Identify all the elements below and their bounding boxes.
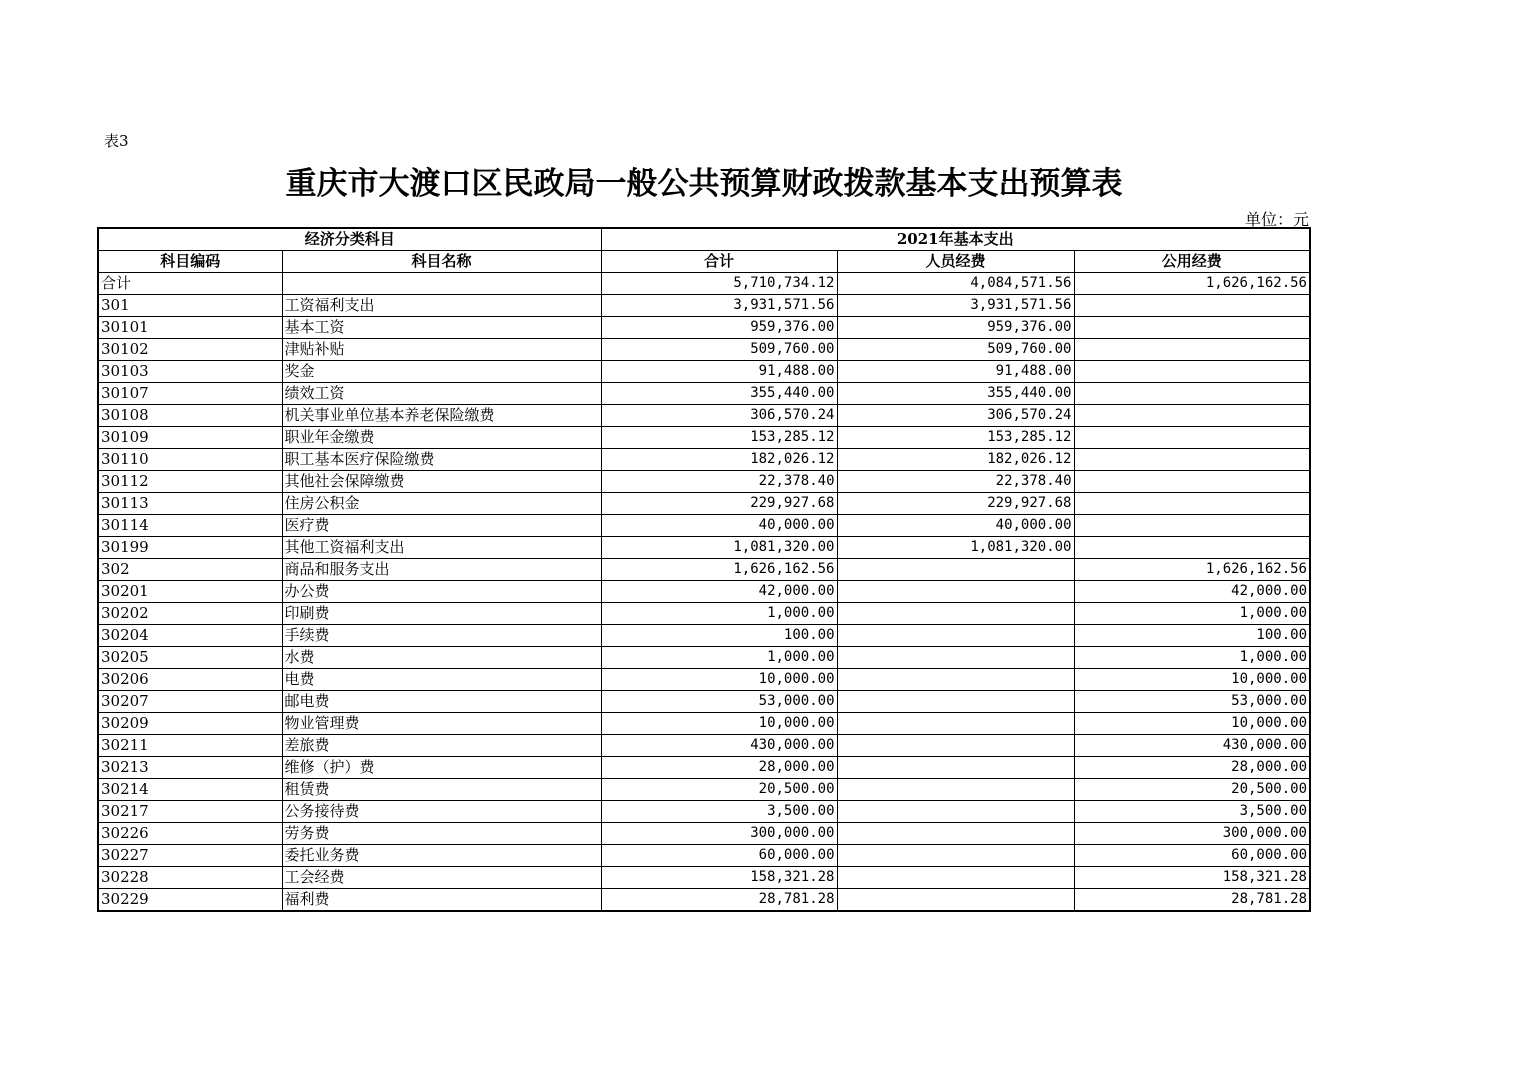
cell-public-expense <box>1074 471 1310 493</box>
cell-public-expense: 100.00 <box>1074 625 1310 647</box>
cell-total: 300,000.00 <box>601 823 837 845</box>
cell-total: 153,285.12 <box>601 427 837 449</box>
cell-subject-code: 30211 <box>98 735 282 757</box>
table-row <box>98 581 1310 603</box>
cell-total: 1,081,320.00 <box>601 537 837 559</box>
cell-public-expense <box>1074 515 1310 537</box>
cell-total: 355,440.00 <box>601 383 837 405</box>
cell-personnel-expense <box>837 691 1074 713</box>
cell-public-expense: 158,321.28 <box>1074 867 1310 889</box>
cell-public-expense: 1,626,162.56 <box>1074 559 1310 581</box>
cell-subject-name: 福利费 <box>282 889 601 912</box>
cell-total: 3,500.00 <box>601 801 837 823</box>
cell-personnel-expense <box>837 581 1074 603</box>
cell-personnel-expense <box>837 669 1074 691</box>
cell-subject-code: 30110 <box>98 449 282 471</box>
header-basic-expenditure-2021: 2021年基本支出 <box>601 228 1310 251</box>
header-public-expense: 公用经费 <box>1074 251 1310 273</box>
cell-total: 430,000.00 <box>601 735 837 757</box>
cell-public-expense <box>1074 493 1310 515</box>
cell-personnel-expense: 153,285.12 <box>837 427 1074 449</box>
cell-subject-name: 基本工资 <box>282 317 601 339</box>
cell-total: 53,000.00 <box>601 691 837 713</box>
cell-subject-code: 30206 <box>98 669 282 691</box>
cell-subject-name: 医疗费 <box>282 515 601 537</box>
table-row <box>98 537 1310 559</box>
cell-subject-name: 电费 <box>282 669 601 691</box>
cell-subject-code: 30204 <box>98 625 282 647</box>
cell-subject-name: 职工基本医疗保险缴费 <box>282 449 601 471</box>
cell-personnel-expense: 22,378.40 <box>837 471 1074 493</box>
cell-subject-code: 30101 <box>98 317 282 339</box>
cell-subject-name: 职业年金缴费 <box>282 427 601 449</box>
table-row <box>98 515 1310 537</box>
cell-subject-name: 公务接待费 <box>282 801 601 823</box>
cell-subject-code: 30108 <box>98 405 282 427</box>
cell-total: 20,500.00 <box>601 779 837 801</box>
cell-public-expense <box>1074 427 1310 449</box>
cell-personnel-expense <box>837 713 1074 735</box>
cell-subject-code: 30109 <box>98 427 282 449</box>
cell-subject-code: 30113 <box>98 493 282 515</box>
cell-total: 42,000.00 <box>601 581 837 603</box>
cell-subject-name: 邮电费 <box>282 691 601 713</box>
cell-total: 91,488.00 <box>601 361 837 383</box>
cell-public-expense: 28,781.28 <box>1074 889 1310 912</box>
cell-personnel-expense <box>837 823 1074 845</box>
table-row <box>98 757 1310 779</box>
table-row <box>98 845 1310 867</box>
table-row <box>98 339 1310 361</box>
cell-total: 5,710,734.12 <box>601 273 837 295</box>
cell-subject-code: 30199 <box>98 537 282 559</box>
cell-personnel-expense <box>837 779 1074 801</box>
cell-subject-code: 30229 <box>98 889 282 912</box>
cell-subject-code: 30213 <box>98 757 282 779</box>
cell-subject-name: 机关事业单位基本养老保险缴费 <box>282 405 601 427</box>
table-row <box>98 735 1310 757</box>
cell-total: 10,000.00 <box>601 713 837 735</box>
cell-public-expense: 53,000.00 <box>1074 691 1310 713</box>
cell-subject-name: 印刷费 <box>282 603 601 625</box>
table-row <box>98 823 1310 845</box>
cell-personnel-expense: 509,760.00 <box>837 339 1074 361</box>
header-total: 合计 <box>601 251 837 273</box>
cell-subject-code: 30228 <box>98 867 282 889</box>
cell-total: 509,760.00 <box>601 339 837 361</box>
table-row <box>98 449 1310 471</box>
cell-personnel-expense <box>837 889 1074 912</box>
cell-public-expense: 3,500.00 <box>1074 801 1310 823</box>
table-number: 表3 <box>104 132 129 150</box>
cell-subject-code: 30214 <box>98 779 282 801</box>
cell-total: 3,931,571.56 <box>601 295 837 317</box>
cell-subject-code: 30112 <box>98 471 282 493</box>
cell-total: 1,000.00 <box>601 647 837 669</box>
table-row <box>98 317 1310 339</box>
cell-subject-code: 30209 <box>98 713 282 735</box>
cell-public-expense <box>1074 317 1310 339</box>
cell-subject-code: 30226 <box>98 823 282 845</box>
cell-personnel-expense <box>837 603 1074 625</box>
header-subject-name: 科目名称 <box>282 251 601 273</box>
cell-public-expense: 10,000.00 <box>1074 669 1310 691</box>
cell-personnel-expense: 4,084,571.56 <box>837 273 1074 295</box>
cell-subject-name: 维修（护）费 <box>282 757 601 779</box>
table-row <box>98 669 1310 691</box>
table-row <box>98 295 1310 317</box>
cell-subject-name: 手续费 <box>282 625 601 647</box>
cell-public-expense <box>1074 383 1310 405</box>
cell-total: 40,000.00 <box>601 515 837 537</box>
cell-public-expense: 20,500.00 <box>1074 779 1310 801</box>
table-row <box>98 273 1310 295</box>
cell-subject-name: 奖金 <box>282 361 601 383</box>
unit-label: 单位：元 <box>1244 210 1309 229</box>
cell-public-expense <box>1074 405 1310 427</box>
cell-subject-code: 30201 <box>98 581 282 603</box>
cell-subject-code: 30227 <box>98 845 282 867</box>
cell-subject-code: 30207 <box>98 691 282 713</box>
cell-public-expense: 28,000.00 <box>1074 757 1310 779</box>
table-row <box>98 559 1310 581</box>
cell-total: 28,000.00 <box>601 757 837 779</box>
cell-subject-name: 委托业务费 <box>282 845 601 867</box>
cell-personnel-expense <box>837 801 1074 823</box>
cell-subject-code: 30202 <box>98 603 282 625</box>
cell-subject-code: 30103 <box>98 361 282 383</box>
table-row <box>98 889 1310 912</box>
cell-personnel-expense: 91,488.00 <box>837 361 1074 383</box>
cell-subject-name: 水费 <box>282 647 601 669</box>
cell-subject-code: 30217 <box>98 801 282 823</box>
cell-personnel-expense: 1,081,320.00 <box>837 537 1074 559</box>
table-row <box>98 691 1310 713</box>
cell-total: 100.00 <box>601 625 837 647</box>
cell-personnel-expense <box>837 559 1074 581</box>
cell-public-expense: 300,000.00 <box>1074 823 1310 845</box>
cell-personnel-expense <box>837 647 1074 669</box>
cell-public-expense: 1,626,162.56 <box>1074 273 1310 295</box>
budget-table-body <box>98 228 1310 911</box>
cell-total: 306,570.24 <box>601 405 837 427</box>
header-personnel-expense: 人员经费 <box>837 251 1074 273</box>
cell-subject-name: 其他工资福利支出 <box>282 537 601 559</box>
cell-public-expense: 42,000.00 <box>1074 581 1310 603</box>
cell-subject-name: 其他社会保障缴费 <box>282 471 601 493</box>
cell-subject-name: 津贴补贴 <box>282 339 601 361</box>
cell-personnel-expense: 306,570.24 <box>837 405 1074 427</box>
cell-public-expense: 1,000.00 <box>1074 647 1310 669</box>
table-row <box>98 713 1310 735</box>
cell-public-expense <box>1074 339 1310 361</box>
cell-subject-name: 工资福利支出 <box>282 295 601 317</box>
cell-subject-name: 租赁费 <box>282 779 601 801</box>
cell-subject-name <box>282 273 601 295</box>
cell-public-expense <box>1074 449 1310 471</box>
cell-total: 158,321.28 <box>601 867 837 889</box>
table-row <box>98 493 1310 515</box>
table-row <box>98 427 1310 449</box>
cell-public-expense <box>1074 537 1310 559</box>
cell-personnel-expense: 40,000.00 <box>837 515 1074 537</box>
cell-personnel-expense <box>837 845 1074 867</box>
header-subject-code: 科目编码 <box>98 251 282 273</box>
cell-subject-code: 30114 <box>98 515 282 537</box>
cell-total: 60,000.00 <box>601 845 837 867</box>
cell-personnel-expense: 355,440.00 <box>837 383 1074 405</box>
header-economic-classification: 经济分类科目 <box>98 228 601 251</box>
cell-total: 10,000.00 <box>601 669 837 691</box>
budget-table <box>97 227 1311 912</box>
header-row-columns <box>98 251 1310 273</box>
table-row <box>98 471 1310 493</box>
cell-personnel-expense: 959,376.00 <box>837 317 1074 339</box>
cell-total: 959,376.00 <box>601 317 837 339</box>
table-row <box>98 383 1310 405</box>
cell-public-expense: 10,000.00 <box>1074 713 1310 735</box>
table-row <box>98 779 1310 801</box>
cell-personnel-expense <box>837 757 1074 779</box>
page-title: 重庆市大渡口区民政局一般公共预算财政拨款基本支出预算表 <box>285 166 1123 202</box>
cell-public-expense <box>1074 361 1310 383</box>
table-row <box>98 867 1310 889</box>
table-row <box>98 801 1310 823</box>
table-row <box>98 647 1310 669</box>
cell-subject-name: 工会经费 <box>282 867 601 889</box>
cell-subject-name: 住房公积金 <box>282 493 601 515</box>
cell-subject-name: 绩效工资 <box>282 383 601 405</box>
cell-total: 22,378.40 <box>601 471 837 493</box>
table-row <box>98 405 1310 427</box>
table-row <box>98 625 1310 647</box>
cell-total: 1,000.00 <box>601 603 837 625</box>
cell-personnel-expense <box>837 867 1074 889</box>
cell-subject-name: 商品和服务支出 <box>282 559 601 581</box>
cell-personnel-expense: 182,026.12 <box>837 449 1074 471</box>
cell-subject-code: 30205 <box>98 647 282 669</box>
cell-subject-name: 差旅费 <box>282 735 601 757</box>
cell-subject-code: 30107 <box>98 383 282 405</box>
cell-personnel-expense <box>837 735 1074 757</box>
cell-public-expense: 60,000.00 <box>1074 845 1310 867</box>
cell-subject-code: 301 <box>98 295 282 317</box>
cell-total: 182,026.12 <box>601 449 837 471</box>
cell-total: 28,781.28 <box>601 889 837 912</box>
cell-personnel-expense: 229,927.68 <box>837 493 1074 515</box>
cell-personnel-expense <box>837 625 1074 647</box>
cell-subject-code: 302 <box>98 559 282 581</box>
header-row-group <box>98 228 1310 251</box>
cell-subject-code: 30102 <box>98 339 282 361</box>
table-row <box>98 603 1310 625</box>
table-row <box>98 361 1310 383</box>
cell-total: 1,626,162.56 <box>601 559 837 581</box>
cell-public-expense: 430,000.00 <box>1074 735 1310 757</box>
cell-subject-name: 劳务费 <box>282 823 601 845</box>
cell-personnel-expense: 3,931,571.56 <box>837 295 1074 317</box>
cell-public-expense: 1,000.00 <box>1074 603 1310 625</box>
cell-subject-name: 办公费 <box>282 581 601 603</box>
cell-total: 229,927.68 <box>601 493 837 515</box>
cell-public-expense <box>1074 295 1310 317</box>
cell-subject-code: 合计 <box>98 273 282 295</box>
cell-subject-name: 物业管理费 <box>282 713 601 735</box>
